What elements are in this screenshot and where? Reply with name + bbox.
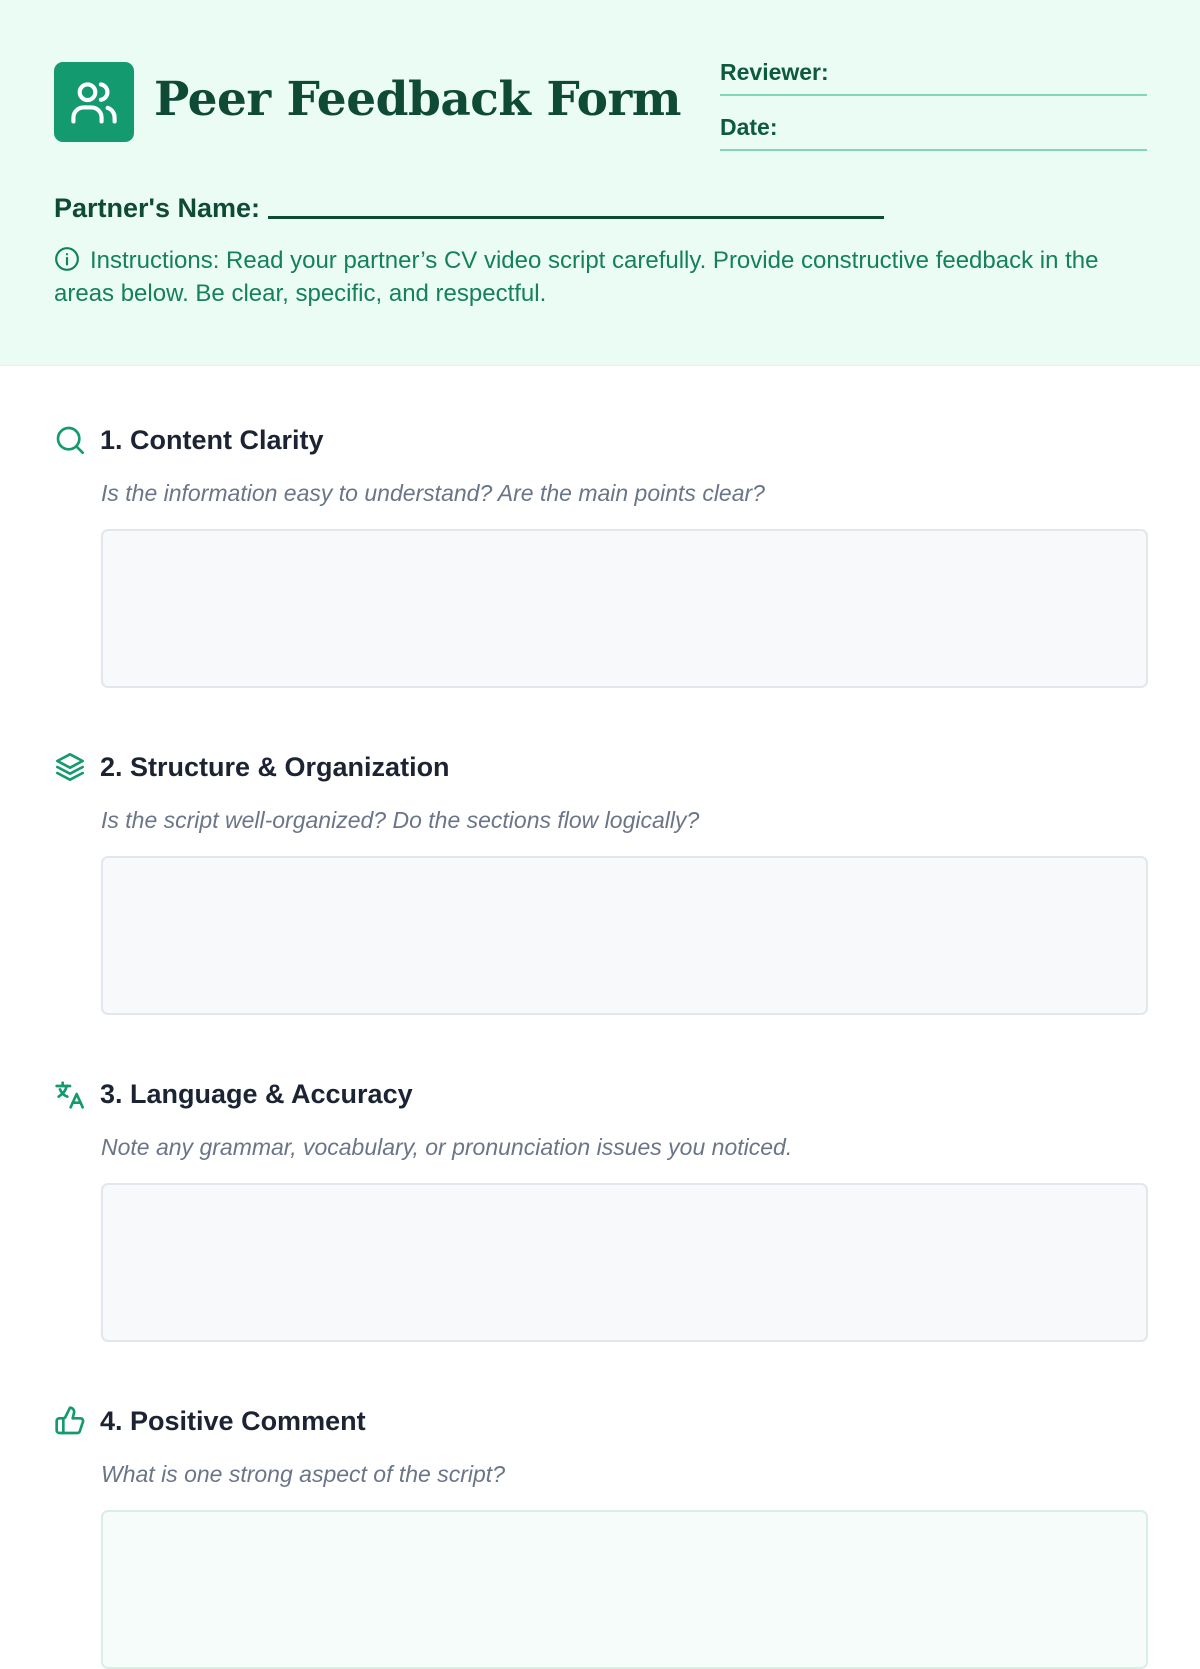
instructions bbox=[54, 244, 1158, 310]
content-clarity-answer[interactable] bbox=[101, 529, 1148, 688]
layers-icon bbox=[54, 751, 86, 783]
language-accuracy-answer[interactable] bbox=[101, 1183, 1148, 1342]
translate-icon bbox=[54, 1078, 86, 1110]
section-prompt: Is the information easy to understand? Are the main points clear? bbox=[101, 480, 765, 506]
reviewer-field[interactable] bbox=[720, 48, 1147, 96]
partner-name-row bbox=[54, 193, 884, 224]
logo bbox=[54, 62, 134, 142]
section-title: 1. Content Clarity bbox=[100, 425, 324, 455]
info-icon bbox=[54, 246, 80, 272]
section-prompt: Note any grammar, vocabulary, or pronunciation issues you noticed. bbox=[101, 1134, 793, 1160]
partner-name-field[interactable] bbox=[268, 216, 884, 219]
users-icon bbox=[68, 76, 120, 128]
section-title: 2. Structure & Organization bbox=[100, 752, 450, 782]
structure-organization-answer[interactable] bbox=[101, 856, 1148, 1015]
page-title: Peer Feedback Form bbox=[154, 72, 681, 127]
section-prompt: Is the script well-organized? Do the sections flow logically? bbox=[101, 807, 700, 833]
section-title: 4. Positive Comment bbox=[100, 1406, 366, 1436]
section-title: 3. Language & Accuracy bbox=[100, 1079, 413, 1109]
section-prompt: What is one strong aspect of the script? bbox=[101, 1461, 505, 1487]
search-icon bbox=[54, 424, 86, 456]
reviewer-label: Reviewer: bbox=[720, 59, 829, 85]
form-header bbox=[0, 0, 1200, 366]
date-label: Date: bbox=[720, 114, 778, 140]
date-field[interactable] bbox=[720, 103, 1147, 151]
thumbs-up-icon bbox=[54, 1405, 86, 1437]
positive-comment-answer[interactable] bbox=[101, 1510, 1148, 1669]
instructions-text: Instructions: Read your partner’s CV video script carefully. Provide constructive feedback in the areas below. Be clear, specific, and respectful. bbox=[54, 247, 1099, 307]
partner-name-label: Partner's Name: bbox=[54, 193, 261, 223]
